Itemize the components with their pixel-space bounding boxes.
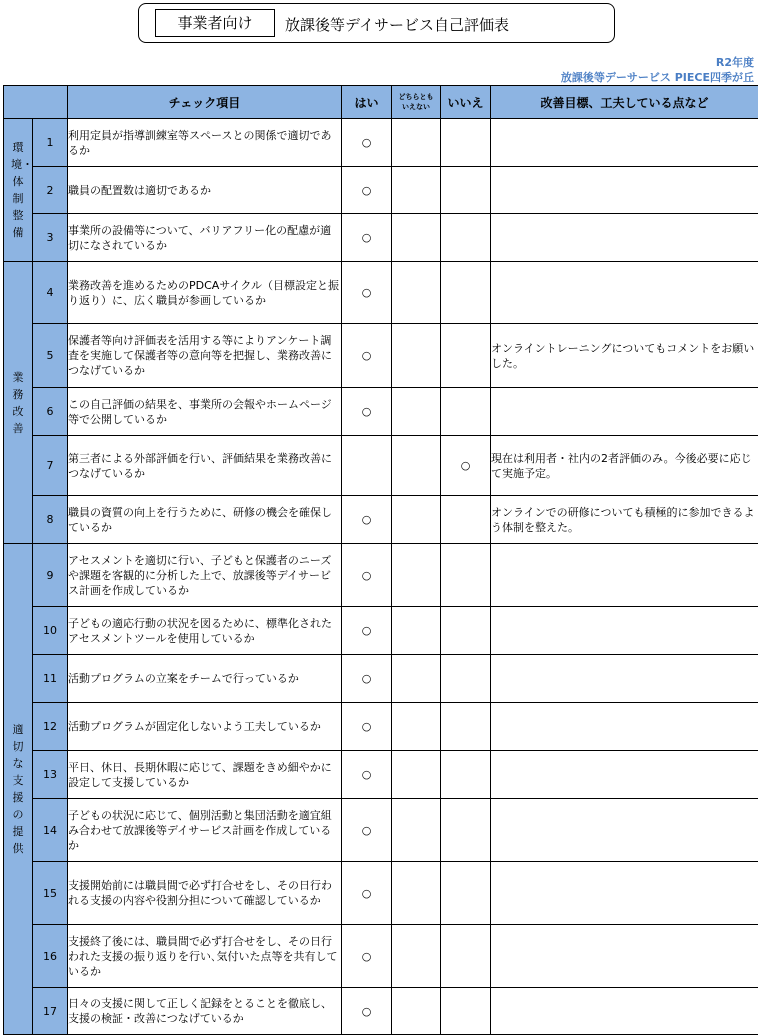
neither-cell[interactable] bbox=[392, 799, 441, 862]
improvement-note[interactable] bbox=[491, 862, 758, 925]
no-cell[interactable] bbox=[441, 655, 491, 703]
neither-cell[interactable] bbox=[392, 496, 441, 544]
improvement-note[interactable] bbox=[491, 703, 758, 751]
table-row bbox=[4, 388, 758, 436]
table-row bbox=[4, 799, 758, 862]
yes-cell[interactable]: ○ bbox=[342, 119, 392, 167]
row-number: 13 bbox=[33, 751, 68, 799]
yes-cell[interactable]: ○ bbox=[342, 607, 392, 655]
check-item: 第三者による外部評価を行い、評価結果を業務改善につなげているか bbox=[68, 436, 342, 496]
check-item: 日々の支援に関して正しく記録をとることを徹底し、支援の検証・改善につなげているか bbox=[68, 988, 342, 1035]
evaluation-table bbox=[3, 85, 758, 1035]
neither-cell[interactable] bbox=[392, 214, 441, 262]
neither-cell[interactable] bbox=[392, 436, 441, 496]
improvement-note[interactable] bbox=[491, 988, 758, 1035]
improvement-note[interactable] bbox=[491, 119, 758, 167]
fiscal-year: R2年度 bbox=[716, 54, 754, 70]
no-cell[interactable] bbox=[441, 388, 491, 436]
row-number: 16 bbox=[33, 925, 68, 988]
table-row bbox=[4, 262, 758, 324]
no-cell[interactable] bbox=[441, 167, 491, 214]
no-cell[interactable] bbox=[441, 496, 491, 544]
yes-cell[interactable]: ○ bbox=[342, 925, 392, 988]
check-item: アセスメントを適切に行い、子どもと保護者のニーズや課題を客観的に分析した上で、放課後等デイサービス計画を作成しているか bbox=[68, 544, 342, 607]
category-label: 適切な支援の提供 bbox=[11, 721, 25, 857]
check-item: 職員の資質の向上を行うために、研修の機会を確保しているか bbox=[68, 496, 342, 544]
no-cell[interactable] bbox=[441, 862, 491, 925]
header-item: チェック項目 bbox=[68, 86, 342, 119]
row-number: 11 bbox=[33, 655, 68, 703]
improvement-note[interactable] bbox=[491, 214, 758, 262]
header-neither-line1: どちらとも bbox=[392, 92, 440, 102]
neither-cell[interactable] bbox=[392, 862, 441, 925]
neither-cell[interactable] bbox=[392, 655, 441, 703]
table-row bbox=[4, 703, 758, 751]
check-item: 子どもの状況に応じて、個別活動と集団活動を適宜組み合わせて放課後等デイサービス計画を作成しているか bbox=[68, 799, 342, 862]
header-yes: はい bbox=[342, 86, 392, 119]
yes-cell[interactable]: ○ bbox=[342, 655, 392, 703]
neither-cell[interactable] bbox=[392, 119, 441, 167]
no-cell[interactable]: ○ bbox=[441, 436, 491, 496]
neither-cell[interactable] bbox=[392, 607, 441, 655]
neither-cell[interactable] bbox=[392, 925, 441, 988]
header-neither-line2: いえない bbox=[392, 102, 440, 112]
neither-cell[interactable] bbox=[392, 703, 441, 751]
yes-cell[interactable]: ○ bbox=[342, 751, 392, 799]
improvement-note[interactable]: 現在は利用者・社内の2者評価のみ。今後必要に応じて実施予定。 bbox=[491, 436, 758, 496]
improvement-note[interactable] bbox=[491, 751, 758, 799]
table-row bbox=[4, 607, 758, 655]
category-label: 環境・体制整備 bbox=[11, 139, 25, 241]
table-row bbox=[4, 544, 758, 607]
improvement-note[interactable]: オンライントレーニングについてもコメントをお願いした。 bbox=[491, 324, 758, 388]
no-cell[interactable] bbox=[441, 607, 491, 655]
table-row bbox=[4, 436, 758, 496]
row-number: 9 bbox=[33, 544, 68, 607]
row-number: 7 bbox=[33, 436, 68, 496]
no-cell[interactable] bbox=[441, 262, 491, 324]
row-number: 1 bbox=[33, 119, 68, 167]
table-row bbox=[4, 655, 758, 703]
yes-cell[interactable]: ○ bbox=[342, 324, 392, 388]
improvement-note[interactable] bbox=[491, 655, 758, 703]
row-number: 15 bbox=[33, 862, 68, 925]
yes-cell[interactable]: ○ bbox=[342, 388, 392, 436]
table-row bbox=[4, 496, 758, 544]
neither-cell[interactable] bbox=[392, 262, 441, 324]
table-row bbox=[4, 925, 758, 988]
improvement-note[interactable] bbox=[491, 799, 758, 862]
yes-cell[interactable]: ○ bbox=[342, 988, 392, 1035]
neither-cell[interactable] bbox=[392, 388, 441, 436]
no-cell[interactable] bbox=[441, 119, 491, 167]
yes-cell[interactable]: ○ bbox=[342, 214, 392, 262]
category-environment bbox=[4, 119, 33, 262]
yes-cell[interactable]: ○ bbox=[342, 262, 392, 324]
title-tag: 事業者向け bbox=[155, 9, 275, 37]
header-row bbox=[4, 86, 758, 119]
no-cell[interactable] bbox=[441, 544, 491, 607]
improvement-note[interactable] bbox=[491, 388, 758, 436]
yes-cell[interactable]: ○ bbox=[342, 862, 392, 925]
no-cell[interactable] bbox=[441, 703, 491, 751]
check-item: 支援開始前には職員間で必ず打合せをし、その日行われる支援の内容や役割分担について確認しているか bbox=[68, 862, 342, 925]
no-cell[interactable] bbox=[441, 799, 491, 862]
neither-cell[interactable] bbox=[392, 324, 441, 388]
check-item: 子どもの適応行動の状況を図るために、標準化されたアセスメントツールを使用しているか bbox=[68, 607, 342, 655]
row-number: 17 bbox=[33, 988, 68, 1035]
yes-cell[interactable]: ○ bbox=[342, 167, 392, 214]
no-cell[interactable] bbox=[441, 988, 491, 1035]
check-item: この自己評価の結果を、事業所の会報やホームページ等で公開しているか bbox=[68, 388, 342, 436]
organization-name: 放課後等デーサービス PIECE四季が丘 bbox=[561, 69, 754, 85]
table-row bbox=[4, 119, 758, 167]
no-cell[interactable] bbox=[441, 925, 491, 988]
row-number: 4 bbox=[33, 262, 68, 324]
check-item: 活動プログラムの立案をチームで行っているか bbox=[68, 655, 342, 703]
improvement-note[interactable] bbox=[491, 544, 758, 607]
improvement-note[interactable] bbox=[491, 607, 758, 655]
table-row bbox=[4, 214, 758, 262]
yes-cell[interactable]: ○ bbox=[342, 703, 392, 751]
improvement-note[interactable]: オンラインでの研修についても積極的に参加できるよう体制を整えた。 bbox=[491, 496, 758, 544]
header-neither bbox=[392, 86, 441, 119]
row-number: 5 bbox=[33, 324, 68, 388]
row-number: 8 bbox=[33, 496, 68, 544]
title-box bbox=[138, 3, 615, 43]
row-number: 12 bbox=[33, 703, 68, 751]
no-cell[interactable] bbox=[441, 751, 491, 799]
improvement-note[interactable] bbox=[491, 167, 758, 214]
neither-cell[interactable] bbox=[392, 751, 441, 799]
row-number: 2 bbox=[33, 167, 68, 214]
yes-cell[interactable]: ○ bbox=[342, 496, 392, 544]
table-row bbox=[4, 167, 758, 214]
improvement-note[interactable] bbox=[491, 925, 758, 988]
row-number: 3 bbox=[33, 214, 68, 262]
check-item: 保護者等向け評価表を活用する等によりアンケート調査を実施して保護者等の意向等を把握し、業務改善につなげているか bbox=[68, 324, 342, 388]
no-cell[interactable] bbox=[441, 214, 491, 262]
check-item: 活動プログラムが固定化しないよう工夫しているか bbox=[68, 703, 342, 751]
check-item: 利用定員が指導訓練室等スペースとの関係で適切であるか bbox=[68, 119, 342, 167]
header-no: いいえ bbox=[441, 86, 491, 119]
table-row bbox=[4, 751, 758, 799]
row-number: 14 bbox=[33, 799, 68, 862]
yes-cell[interactable]: ○ bbox=[342, 799, 392, 862]
yes-cell[interactable] bbox=[342, 436, 392, 496]
table-row bbox=[4, 988, 758, 1035]
table-row bbox=[4, 324, 758, 388]
row-number: 6 bbox=[33, 388, 68, 436]
check-item: 業務改善を進めるためのPDCAサイクル（目標設定と振り返り）に、広く職員が参画しているか bbox=[68, 262, 342, 324]
row-number: 10 bbox=[33, 607, 68, 655]
neither-cell[interactable] bbox=[392, 988, 441, 1035]
header-blank bbox=[4, 86, 68, 119]
yes-cell[interactable]: ○ bbox=[342, 544, 392, 607]
no-cell[interactable] bbox=[441, 324, 491, 388]
document-title: 放課後等デイサービス自己評価表 bbox=[285, 14, 509, 35]
category-support bbox=[4, 544, 33, 1035]
neither-cell[interactable] bbox=[392, 167, 441, 214]
improvement-note[interactable] bbox=[491, 262, 758, 324]
check-item: 事業所の設備等について、バリアフリー化の配慮が適切になされているか bbox=[68, 214, 342, 262]
category-label: 業務改善 bbox=[11, 369, 25, 437]
header-improve: 改善目標、工夫している点など bbox=[491, 86, 758, 119]
check-item: 平日、休日、長期休暇に応じて、課題をきめ細やかに設定して支援しているか bbox=[68, 751, 342, 799]
check-item: 支援終了後には、職員間で必ず打合せをし、その日行われた支援の振り返りを行い､気付いた点等を共有しているか bbox=[68, 925, 342, 988]
category-operations bbox=[4, 262, 33, 544]
neither-cell[interactable] bbox=[392, 544, 441, 607]
check-item: 職員の配置数は適切であるか bbox=[68, 167, 342, 214]
table-row bbox=[4, 862, 758, 925]
